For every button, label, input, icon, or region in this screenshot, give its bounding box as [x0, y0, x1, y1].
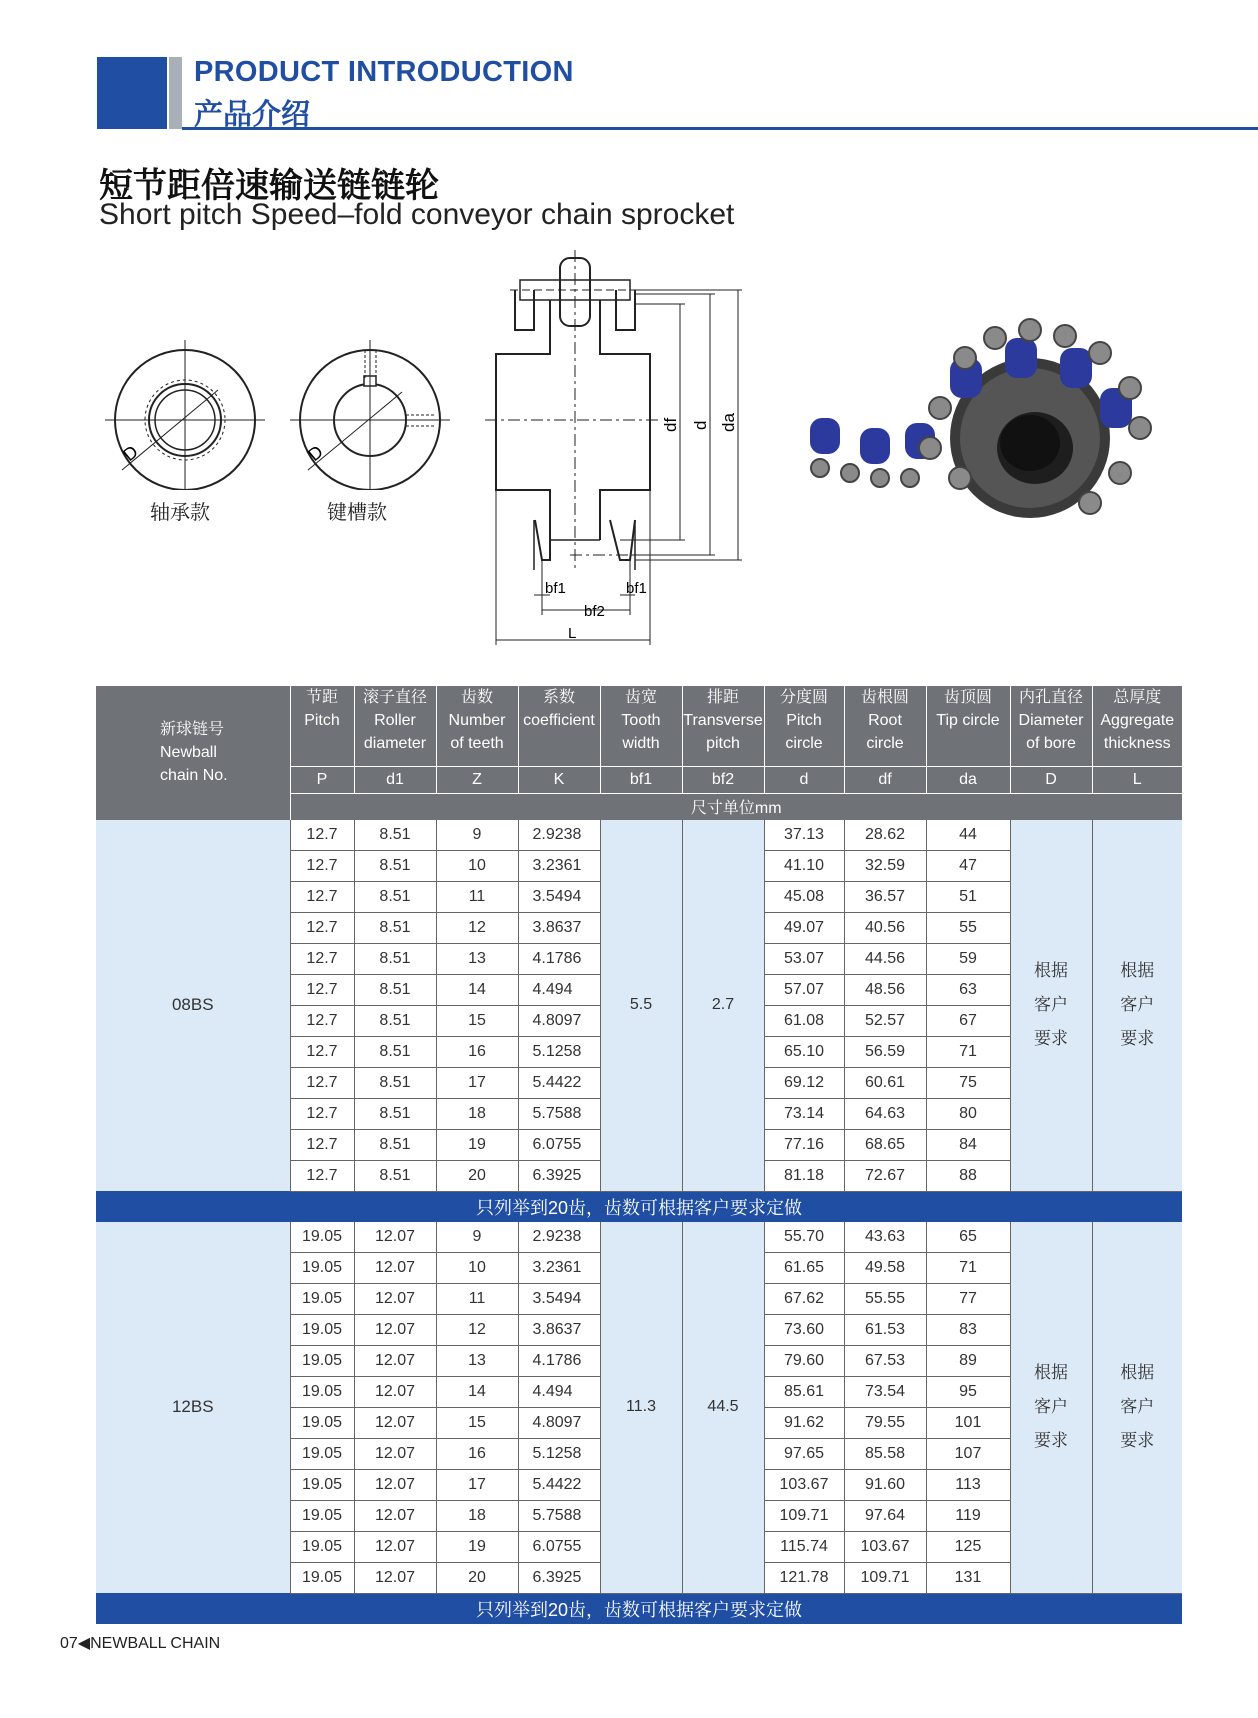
pitch-cell: 12.7 [290, 1098, 354, 1129]
tip-circle-cell: 84 [926, 1129, 1010, 1160]
col-header-tip-circle [926, 686, 1010, 766]
coefficient-cell: 2.9238 [518, 820, 600, 851]
col-header-en: circle [866, 735, 904, 752]
col-header-cn: 新球链号 [160, 721, 225, 739]
col-header-cn: 齿顶圆 [943, 689, 992, 706]
roller-diameter-cell: 12.07 [354, 1531, 436, 1562]
caption-keyway-type: 键槽款 [327, 502, 387, 524]
teeth-cell: 10 [436, 1252, 518, 1283]
tip-circle-cell: 95 [926, 1376, 1010, 1407]
teeth-cell: 15 [436, 1005, 518, 1036]
teeth-cell: 11 [436, 881, 518, 912]
roller-diameter-cell: 12.07 [354, 1500, 436, 1531]
note-row [96, 1593, 1182, 1624]
col-symbol: bf1 [600, 766, 682, 793]
teeth-cell: 12 [436, 1314, 518, 1345]
pitch-circle-cell: 61.65 [764, 1252, 844, 1283]
header-divider [182, 127, 1258, 130]
custom-requirement-text: 根据 [1034, 1363, 1068, 1382]
coefficient-cell: 3.8637 [518, 912, 600, 943]
coefficient-cell: 3.5494 [518, 881, 600, 912]
col-header-en: coefficient [523, 712, 595, 729]
col-header-en: diameter [363, 735, 427, 752]
col-header-cn: 节距 [305, 689, 338, 706]
root-circle-cell: 43.63 [844, 1222, 926, 1253]
roller-diameter-cell: 12.07 [354, 1252, 436, 1283]
col-header-cn: 齿根圆 [860, 689, 909, 706]
df-label: df [661, 417, 680, 432]
coefficient-cell: 6.0755 [518, 1531, 600, 1562]
root-circle-cell: 52.57 [844, 1005, 926, 1036]
pitch-cell: 19.05 [290, 1500, 354, 1531]
coefficient-cell: 4.1786 [518, 1345, 600, 1376]
bf1-label-left: bf1 [545, 580, 566, 597]
bf1-label-right: bf1 [626, 580, 647, 597]
root-circle-cell: 79.55 [844, 1407, 926, 1438]
custom-requirement-text: 要求 [1034, 1029, 1068, 1048]
pitch-circle-cell: 61.08 [764, 1005, 844, 1036]
root-circle-cell: 48.56 [844, 974, 926, 1005]
tip-circle-cell: 119 [926, 1500, 1010, 1531]
pitch-cell: 12.7 [290, 1129, 354, 1160]
col-header-cn: 排距 [706, 689, 739, 706]
tooth-width-cell: 5.5 [600, 820, 682, 1192]
col-header-coefficient [518, 686, 600, 766]
roller-diameter-cell: 8.51 [354, 1036, 436, 1067]
note-text: 只列举到20齿，齿数可根据客户要求定做 [96, 1593, 1182, 1624]
custom-requirement-text: 根据 [1120, 961, 1155, 980]
roller-diameter-cell: 12.07 [354, 1222, 436, 1253]
pitch-circle-cell: 103.67 [764, 1469, 844, 1500]
spec-table [96, 686, 1182, 1624]
custom-requirement-text: 客户 [1034, 1397, 1068, 1416]
pitch-circle-cell: 69.12 [764, 1067, 844, 1098]
teeth-cell: 14 [436, 974, 518, 1005]
product-title-en: Short pitch Speed–fold conveyor chain sprocket [99, 198, 735, 231]
tip-circle-cell: 67 [926, 1005, 1010, 1036]
tip-circle-cell: 101 [926, 1407, 1010, 1438]
col-header-en: thickness [1103, 735, 1171, 752]
pitch-cell: 19.05 [290, 1283, 354, 1314]
coefficient-cell: 4.1786 [518, 943, 600, 974]
note-text: 只列举到20齿，齿数可根据客户要求定做 [96, 1191, 1182, 1222]
teeth-cell: 19 [436, 1129, 518, 1160]
col-header-en: of teeth [450, 735, 504, 752]
header-accent-bar-gray [169, 57, 182, 129]
product-title-cn: 短节距倍速输送链链轮 [99, 167, 439, 205]
tip-circle-cell: 71 [926, 1252, 1010, 1283]
coefficient-cell: 5.7588 [518, 1098, 600, 1129]
col-header-en: Diameter [1018, 712, 1084, 729]
coefficient-cell: 3.2361 [518, 850, 600, 881]
custom-requirement-text: 客户 [1120, 1397, 1155, 1416]
d-label: d [691, 420, 710, 430]
tip-circle-cell: 88 [926, 1160, 1010, 1191]
pitch-cell: 19.05 [290, 1562, 354, 1593]
teeth-cell: 18 [436, 1500, 518, 1531]
pitch-cell: 19.05 [290, 1407, 354, 1438]
teeth-cell: 12 [436, 912, 518, 943]
col-header-roller-diameter [354, 686, 436, 766]
root-circle-cell: 44.56 [844, 943, 926, 974]
coefficient-cell: 5.4422 [518, 1469, 600, 1500]
roller-diameter-cell: 8.51 [354, 912, 436, 943]
bearing-type-drawing [100, 320, 270, 490]
tip-circle-cell: 75 [926, 1067, 1010, 1098]
pitch-circle-cell: 109.71 [764, 1500, 844, 1531]
pitch-circle-cell: 77.16 [764, 1129, 844, 1160]
pitch-cell: 19.05 [290, 1376, 354, 1407]
coefficient-cell: 5.1258 [518, 1438, 600, 1469]
tip-circle-cell: 89 [926, 1345, 1010, 1376]
roller-diameter-cell: 12.07 [354, 1376, 436, 1407]
coefficient-cell: 2.9238 [518, 1222, 600, 1253]
coefficient-cell: 6.3925 [518, 1562, 600, 1593]
pitch-circle-cell: 67.62 [764, 1283, 844, 1314]
col-header-en: Pitch [786, 712, 822, 729]
pitch-cell: 19.05 [290, 1252, 354, 1283]
coefficient-cell: 6.0755 [518, 1129, 600, 1160]
pitch-circle-cell: 79.60 [764, 1345, 844, 1376]
coefficient-cell: 3.5494 [518, 1283, 600, 1314]
teeth-cell: 15 [436, 1407, 518, 1438]
coefficient-cell: 4.494 [518, 1376, 600, 1407]
roller-diameter-cell: 12.07 [354, 1345, 436, 1376]
col-symbol: P [290, 766, 354, 793]
col-header-root-circle [844, 686, 926, 766]
col-header-pitch [290, 686, 354, 766]
pitch-circle-cell: 45.08 [764, 881, 844, 912]
col-header-en: Roller [374, 712, 416, 729]
sprocket-product-photo [800, 318, 1180, 538]
col-header-en: Newball [160, 744, 217, 762]
col-symbol: da [926, 766, 1010, 793]
col-header-cn: 内孔直径 [1018, 689, 1083, 706]
col-symbol: L [1092, 766, 1182, 793]
col-header-cn: 分度圆 [779, 689, 828, 706]
coefficient-cell: 5.4422 [518, 1067, 600, 1098]
pitch-circle-cell: 85.61 [764, 1376, 844, 1407]
teeth-cell: 13 [436, 1345, 518, 1376]
col-header-en: of bore [1026, 735, 1076, 752]
root-circle-cell: 109.71 [844, 1562, 926, 1593]
root-circle-cell: 67.53 [844, 1345, 926, 1376]
tip-circle-cell: 80 [926, 1098, 1010, 1129]
col-header-cn: 齿数 [460, 689, 493, 706]
tip-circle-cell: 71 [926, 1036, 1010, 1067]
col-header-cn: 滚子直径 [362, 689, 427, 706]
pitch-cell: 12.7 [290, 1160, 354, 1191]
teeth-cell: 10 [436, 850, 518, 881]
custom-requirement-text: 根据 [1120, 1363, 1155, 1382]
roller-diameter-cell: 8.51 [354, 850, 436, 881]
tooth-width-cell: 11.3 [600, 1222, 682, 1594]
root-circle-cell: 85.58 [844, 1438, 926, 1469]
pitch-cell: 12.7 [290, 1005, 354, 1036]
bore-diameter-cell [1010, 820, 1092, 1192]
roller-diameter-cell: 12.07 [354, 1438, 436, 1469]
roller-diameter-cell: 8.51 [354, 943, 436, 974]
root-circle-cell: 97.64 [844, 1500, 926, 1531]
coefficient-cell: 5.7588 [518, 1500, 600, 1531]
roller-diameter-cell: 12.07 [354, 1407, 436, 1438]
col-symbol: D [1010, 766, 1092, 793]
pitch-circle-cell: 73.14 [764, 1098, 844, 1129]
teeth-cell: 20 [436, 1160, 518, 1191]
tip-circle-cell: 55 [926, 912, 1010, 943]
col-header-en: width [622, 735, 660, 752]
pitch-circle-cell: 57.07 [764, 974, 844, 1005]
bore-label: D [119, 441, 142, 466]
roller-diameter-cell: 8.51 [354, 1005, 436, 1036]
col-header-en: Number [448, 712, 506, 729]
col-header-en: Root [868, 712, 902, 729]
teeth-cell: 11 [436, 1283, 518, 1314]
roller-diameter-cell: 8.51 [354, 974, 436, 1005]
teeth-cell: 14 [436, 1376, 518, 1407]
root-circle-cell: 55.55 [844, 1283, 926, 1314]
tip-circle-cell: 44 [926, 820, 1010, 851]
teeth-cell: 16 [436, 1036, 518, 1067]
root-circle-cell: 60.61 [844, 1067, 926, 1098]
table-row [96, 820, 1182, 851]
col-header-bore-diameter [1010, 686, 1092, 766]
pitch-circle-cell: 49.07 [764, 912, 844, 943]
col-header-en: Pitch [304, 712, 340, 729]
custom-requirement-text: 要求 [1120, 1431, 1155, 1450]
pitch-cell: 12.7 [290, 820, 354, 851]
root-circle-cell: 36.57 [844, 881, 926, 912]
root-circle-cell: 32.59 [844, 850, 926, 881]
pitch-cell: 19.05 [290, 1345, 354, 1376]
root-circle-cell: 64.63 [844, 1098, 926, 1129]
pitch-cell: 12.7 [290, 974, 354, 1005]
teeth-cell: 17 [436, 1469, 518, 1500]
keyway-type-drawing [290, 320, 460, 490]
col-header-cn: 总厚度 [1113, 689, 1162, 706]
roller-diameter-cell: 8.51 [354, 1098, 436, 1129]
unit-label: 尺寸单位mm [290, 793, 1182, 820]
root-circle-cell: 28.62 [844, 820, 926, 851]
coefficient-cell: 5.1258 [518, 1036, 600, 1067]
pitch-cell: 12.7 [290, 881, 354, 912]
pitch-circle-cell: 65.10 [764, 1036, 844, 1067]
pitch-cell: 12.7 [290, 912, 354, 943]
teeth-cell: 9 [436, 1222, 518, 1253]
custom-requirement-text: 客户 [1034, 995, 1068, 1014]
pitch-cell: 19.05 [290, 1469, 354, 1500]
chain-no-cell: 08BS [96, 820, 290, 1192]
pitch-cell: 19.05 [290, 1222, 354, 1253]
L-label: L [568, 625, 577, 642]
col-header-chain-no [96, 686, 290, 820]
custom-requirement-text: 要求 [1034, 1431, 1068, 1450]
col-symbol: K [518, 766, 600, 793]
pitch-circle-cell: 81.18 [764, 1160, 844, 1191]
spec-table-body [96, 820, 1182, 1624]
header-accent-bar [97, 57, 167, 129]
bf2-label: bf2 [584, 603, 605, 620]
roller-diameter-cell: 12.07 [354, 1562, 436, 1593]
roller-diameter-cell: 8.51 [354, 1067, 436, 1098]
transverse-pitch-cell: 2.7 [682, 820, 764, 1192]
coefficient-cell: 4.8097 [518, 1407, 600, 1438]
roller-diameter-cell: 8.51 [354, 881, 436, 912]
tip-circle-cell: 107 [926, 1438, 1010, 1469]
col-symbol: d1 [354, 766, 436, 793]
table-row [96, 1222, 1182, 1253]
root-circle-cell: 91.60 [844, 1469, 926, 1500]
col-header-en: Transverse [683, 712, 763, 729]
section-title-en: PRODUCT INTRODUCTION [194, 56, 574, 88]
teeth-cell: 17 [436, 1067, 518, 1098]
coefficient-cell: 3.2361 [518, 1252, 600, 1283]
bore-label: D [304, 441, 327, 466]
section-title-cn: 产品介绍 [194, 99, 311, 131]
coefficient-cell: 6.3925 [518, 1160, 600, 1191]
pitch-cell: 19.05 [290, 1438, 354, 1469]
tip-circle-cell: 131 [926, 1562, 1010, 1593]
pitch-cell: 12.7 [290, 1036, 354, 1067]
col-header-teeth [436, 686, 518, 766]
pitch-cell: 12.7 [290, 943, 354, 974]
teeth-cell: 13 [436, 943, 518, 974]
sprocket-section-drawing [480, 250, 760, 650]
root-circle-cell: 68.65 [844, 1129, 926, 1160]
root-circle-cell: 103.67 [844, 1531, 926, 1562]
thickness-cell [1092, 1222, 1182, 1594]
pitch-circle-cell: 53.07 [764, 943, 844, 974]
page-footer [60, 1633, 220, 1653]
tip-circle-cell: 77 [926, 1283, 1010, 1314]
pitch-cell: 12.7 [290, 850, 354, 881]
root-circle-cell: 73.54 [844, 1376, 926, 1407]
brand-name: NEWBALL CHAIN [90, 1635, 221, 1652]
col-header-en: Tooth [621, 712, 661, 729]
pitch-cell: 19.05 [290, 1314, 354, 1345]
bore-diameter-cell [1010, 1222, 1092, 1594]
page-number: 07 [60, 1635, 78, 1652]
pitch-circle-cell: 37.13 [764, 820, 844, 851]
custom-requirement-text: 客户 [1120, 995, 1155, 1014]
pitch-circle-cell: 121.78 [764, 1562, 844, 1593]
pitch-circle-cell: 55.70 [764, 1222, 844, 1253]
roller-diameter-cell: 8.51 [354, 820, 436, 851]
caption-bearing-type: 轴承款 [150, 502, 210, 524]
triangle-left-icon: ◀ [77, 1635, 91, 1652]
tip-circle-cell: 63 [926, 974, 1010, 1005]
tip-circle-cell: 83 [926, 1314, 1010, 1345]
da-label: da [719, 413, 738, 432]
thickness-cell [1092, 820, 1182, 1192]
tip-circle-cell: 47 [926, 850, 1010, 881]
tip-circle-cell: 125 [926, 1531, 1010, 1562]
col-header-en: Aggregate [1100, 712, 1175, 729]
col-symbol: Z [436, 766, 518, 793]
roller-diameter-cell: 12.07 [354, 1314, 436, 1345]
col-symbol: df [844, 766, 926, 793]
root-circle-cell: 72.67 [844, 1160, 926, 1191]
roller-diameter-cell: 8.51 [354, 1129, 436, 1160]
pitch-cell: 12.7 [290, 1067, 354, 1098]
col-header-cn: 系数 [542, 689, 575, 706]
teeth-cell: 18 [436, 1098, 518, 1129]
root-circle-cell: 56.59 [844, 1036, 926, 1067]
col-header-en: chain No. [160, 767, 228, 785]
col-header-thickness [1092, 686, 1182, 766]
roller-diameter-cell: 8.51 [354, 1160, 436, 1191]
col-symbol: bf2 [682, 766, 764, 793]
pitch-circle-cell: 115.74 [764, 1531, 844, 1562]
chain-no-cell: 12BS [96, 1222, 290, 1594]
teeth-cell: 19 [436, 1531, 518, 1562]
col-header-en: Tip circle [936, 712, 1000, 729]
pitch-circle-cell: 91.62 [764, 1407, 844, 1438]
tip-circle-cell: 65 [926, 1222, 1010, 1253]
col-header-transverse-pitch [682, 686, 764, 766]
col-header-cn: 齿宽 [624, 689, 657, 706]
note-row [96, 1191, 1182, 1222]
custom-requirement-text: 要求 [1120, 1029, 1155, 1048]
roller-diameter-cell: 12.07 [354, 1283, 436, 1314]
teeth-cell: 20 [436, 1562, 518, 1593]
root-circle-cell: 61.53 [844, 1314, 926, 1345]
transverse-pitch-cell: 44.5 [682, 1222, 764, 1594]
pitch-circle-cell: 41.10 [764, 850, 844, 881]
tip-circle-cell: 113 [926, 1469, 1010, 1500]
tip-circle-cell: 59 [926, 943, 1010, 974]
coefficient-cell: 4.8097 [518, 1005, 600, 1036]
col-header-en: circle [785, 735, 823, 752]
col-header-pitch-circle [764, 686, 844, 766]
root-circle-cell: 40.56 [844, 912, 926, 943]
coefficient-cell: 4.494 [518, 974, 600, 1005]
tip-circle-cell: 51 [926, 881, 1010, 912]
root-circle-cell: 49.58 [844, 1252, 926, 1283]
pitch-circle-cell: 73.60 [764, 1314, 844, 1345]
custom-requirement-text: 根据 [1034, 961, 1068, 980]
coefficient-cell: 3.8637 [518, 1314, 600, 1345]
roller-diameter-cell: 12.07 [354, 1469, 436, 1500]
pitch-cell: 19.05 [290, 1531, 354, 1562]
pitch-circle-cell: 97.65 [764, 1438, 844, 1469]
teeth-cell: 9 [436, 820, 518, 851]
col-header-tooth-width [600, 686, 682, 766]
col-symbol: d [764, 766, 844, 793]
teeth-cell: 16 [436, 1438, 518, 1469]
col-header-en: pitch [706, 735, 740, 752]
